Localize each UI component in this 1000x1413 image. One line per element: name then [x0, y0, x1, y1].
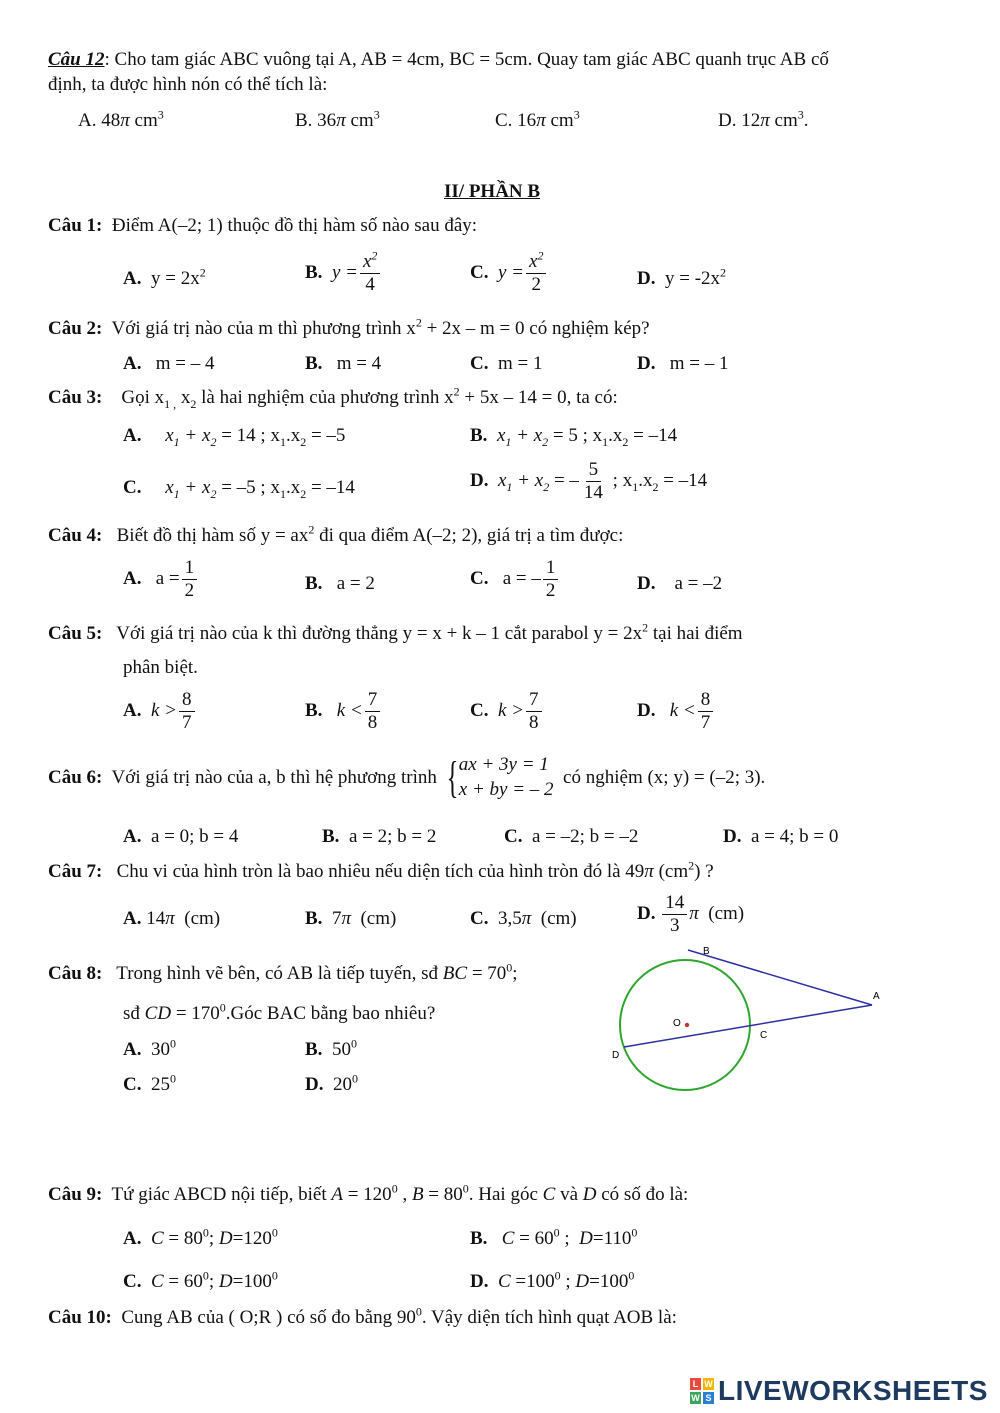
q8-option-a[interactable]: A. $30^0$ [123, 1036, 176, 1060]
q8-option-c[interactable]: C. $25^0$ [123, 1071, 176, 1095]
label-o: O [673, 1018, 681, 1029]
q7-option-c[interactable]: C. 3,5π (cm) [470, 908, 577, 929]
q3-option-a[interactable]: A. $x_1 + x_2 = 14$ ; $x_1.x_2 = -5$ [123, 425, 346, 449]
q2-option-c[interactable]: C. m = 1 [470, 353, 543, 374]
q9-option-a[interactable]: A. $C = 80^0$; $D=120^0$ [123, 1225, 278, 1249]
q5-line2: phân biệt. [123, 657, 198, 678]
logo-text: LIVEWORKSHEETS [718, 1375, 988, 1406]
q8-option-b[interactable]: B. $50^0$ [305, 1036, 357, 1060]
q9-option-c[interactable]: C. $C = 60^0$; $D=100^0$ [123, 1268, 278, 1292]
q12-label: Câu 12 [48, 49, 105, 70]
q12-option-a[interactable]: A. 48π $cm^3$ [78, 107, 164, 131]
q5-option-b[interactable]: B. k < $\frac{7}{8}$ [305, 690, 382, 733]
q6-option-d[interactable]: D. a = 4; b = 0 [723, 826, 839, 847]
q4-option-b[interactable]: B. a = 2 [305, 573, 375, 594]
q6-option-b[interactable]: B. a = 2; b = 2 [322, 826, 437, 847]
q6-option-c[interactable]: C. a = –2; b = –2 [504, 826, 639, 847]
q1-option-a[interactable]: A. $y = 2x^2$ [123, 265, 206, 289]
q2-question: Câu 2: Với giá trị nào của m thì phương trình $x^2 + 2x - m = 0$ có nghiệm kép? [48, 315, 650, 339]
q12-option-b[interactable]: B. 36π $cm^3$ [295, 107, 380, 131]
q7-option-d[interactable]: D. $\frac{14}{3}$ π (cm) [637, 892, 745, 936]
q3-question: Câu 3: Gọi $x_{1 ,}$ $x_2$ là hai nghiệm của phương trình $x^2 + 5x - 14 = 0$, ta có: [48, 384, 618, 411]
label-d: D [612, 1050, 620, 1061]
center-point [685, 1023, 689, 1027]
logo-badge-icon: L W W S [691, 1379, 713, 1403]
q7-option-a[interactable]: A. 14π (cm) [123, 908, 221, 929]
q9-question: Câu 9: Tứ giác ABCD nội tiếp, biết $A = 120^0$ , $B = 80^0$. Hai góc C và D có số đo là: [48, 1181, 689, 1205]
label-c: C [760, 1030, 768, 1041]
q8-line2: sđ CD = $170^0.Góc$ BAC bằng bao nhiêu? [123, 1000, 436, 1024]
q8-option-d[interactable]: D. $20^0$ [305, 1071, 358, 1095]
q5-option-a[interactable]: A. k > $\frac{8}{7}$ [123, 690, 197, 733]
q3-option-b[interactable]: B. $x_1 + x_2 = 5$ ; $x_1.x_2 = -14$ [470, 425, 678, 449]
q10-question: Câu 10: Cung AB của ( O;R ) có số đo bằng $90^0$. Vậy diện tích hình quạt AOB là: [48, 1304, 677, 1328]
q6-option-a[interactable]: A. a = 0; b = 4 [123, 826, 239, 847]
q1-question: Câu 1: Điểm A(–2; 1) thuộc đồ thị hàm số nào sau đây: [48, 215, 478, 236]
q8-figure [600, 935, 900, 1100]
q12-line1: Câu 12: Cho tam giác ABC vuông tại A, AB = 4cm, BC = 5cm. Quay tam giác ABC quanh trục AB cố [48, 49, 829, 70]
q4-option-d[interactable]: D. a = –2 [637, 573, 723, 594]
q2-option-a[interactable]: A. m = – 4 [123, 353, 215, 374]
q12-option-d[interactable]: D. 12π $cm^3$. [718, 107, 809, 131]
q1-option-d[interactable]: D. $y = -2x^2$ [637, 265, 727, 289]
tangent-ab [688, 950, 872, 1005]
q9-option-d[interactable]: D. $C =100^0$ ; $D=100^0$ [470, 1268, 635, 1292]
q5-option-d[interactable]: D. k < $\frac{8}{7}$ [637, 690, 715, 733]
q2-option-d[interactable]: D. m = – 1 [637, 353, 729, 374]
q4-option-c[interactable]: C. a = – $\frac{1}{2}$ [470, 558, 560, 601]
label-b: B [703, 946, 710, 957]
q7-question: Câu 7: Chu vi của hình tròn là bao nhiêu nếu diện tích của hình tròn đó là 49π $(cm^2)$ ? [48, 858, 714, 882]
q12-line2: định, ta được hình nón có thể tích là: [48, 74, 328, 95]
q2-option-b[interactable]: B. m = 4 [305, 353, 382, 374]
q1-option-c[interactable]: C. y = $\frac{x^2}{2}$ [470, 252, 548, 295]
label-a: A [873, 991, 880, 1002]
q4-question: Câu 4: Biết đồ thị hàm số $y = ax^2$ đi qua điểm A(–2; 2), giá trị a tìm được: [48, 522, 624, 546]
q3-option-d[interactable]: D. $x_1 + x_2$ = – $\frac{5}{14}$ ; $x_1.x_2 = -14$ [470, 459, 708, 503]
q7-option-b[interactable]: B. 7π (cm) [305, 908, 397, 929]
q12-option-c[interactable]: C. 16π $cm^3$ [495, 107, 580, 131]
q4-option-a[interactable]: A. a = $\frac{1}{2}$ [123, 558, 199, 601]
q5-option-c[interactable]: C. k > $\frac{7}{8}$ [470, 690, 544, 733]
section-title: II/ PHẦN B [444, 181, 541, 202]
q5-question: Câu 5: Với giá trị nào của k thì đường thẳng y = x + k – 1 cắt parabol $y = 2x^2$ tại hai điểm [48, 620, 743, 644]
q1-option-b[interactable]: B. y = $\frac{x^2}{4}$ [305, 252, 382, 295]
q3-option-c[interactable]: C. $x_1 + x_2 = -5$ ; $x_1.x_2 = -14$ [123, 477, 355, 501]
q6-question: Câu 6: Với giá trị nào của a, b thì hệ phương trình { ax + 3y = 1 x + by = – 2 có nghiệm (x; y) = (–2; 3). [48, 752, 766, 802]
q9-option-b[interactable]: B. $C = 60^0$ ; $D=110^0$ [470, 1225, 638, 1249]
q8-question: Câu 8: Trong hình vẽ bên, có AB là tiếp tuyến, sđ BC = $70^0$; [48, 960, 518, 984]
liveworksheets-logo[interactable] [690, 1375, 988, 1407]
